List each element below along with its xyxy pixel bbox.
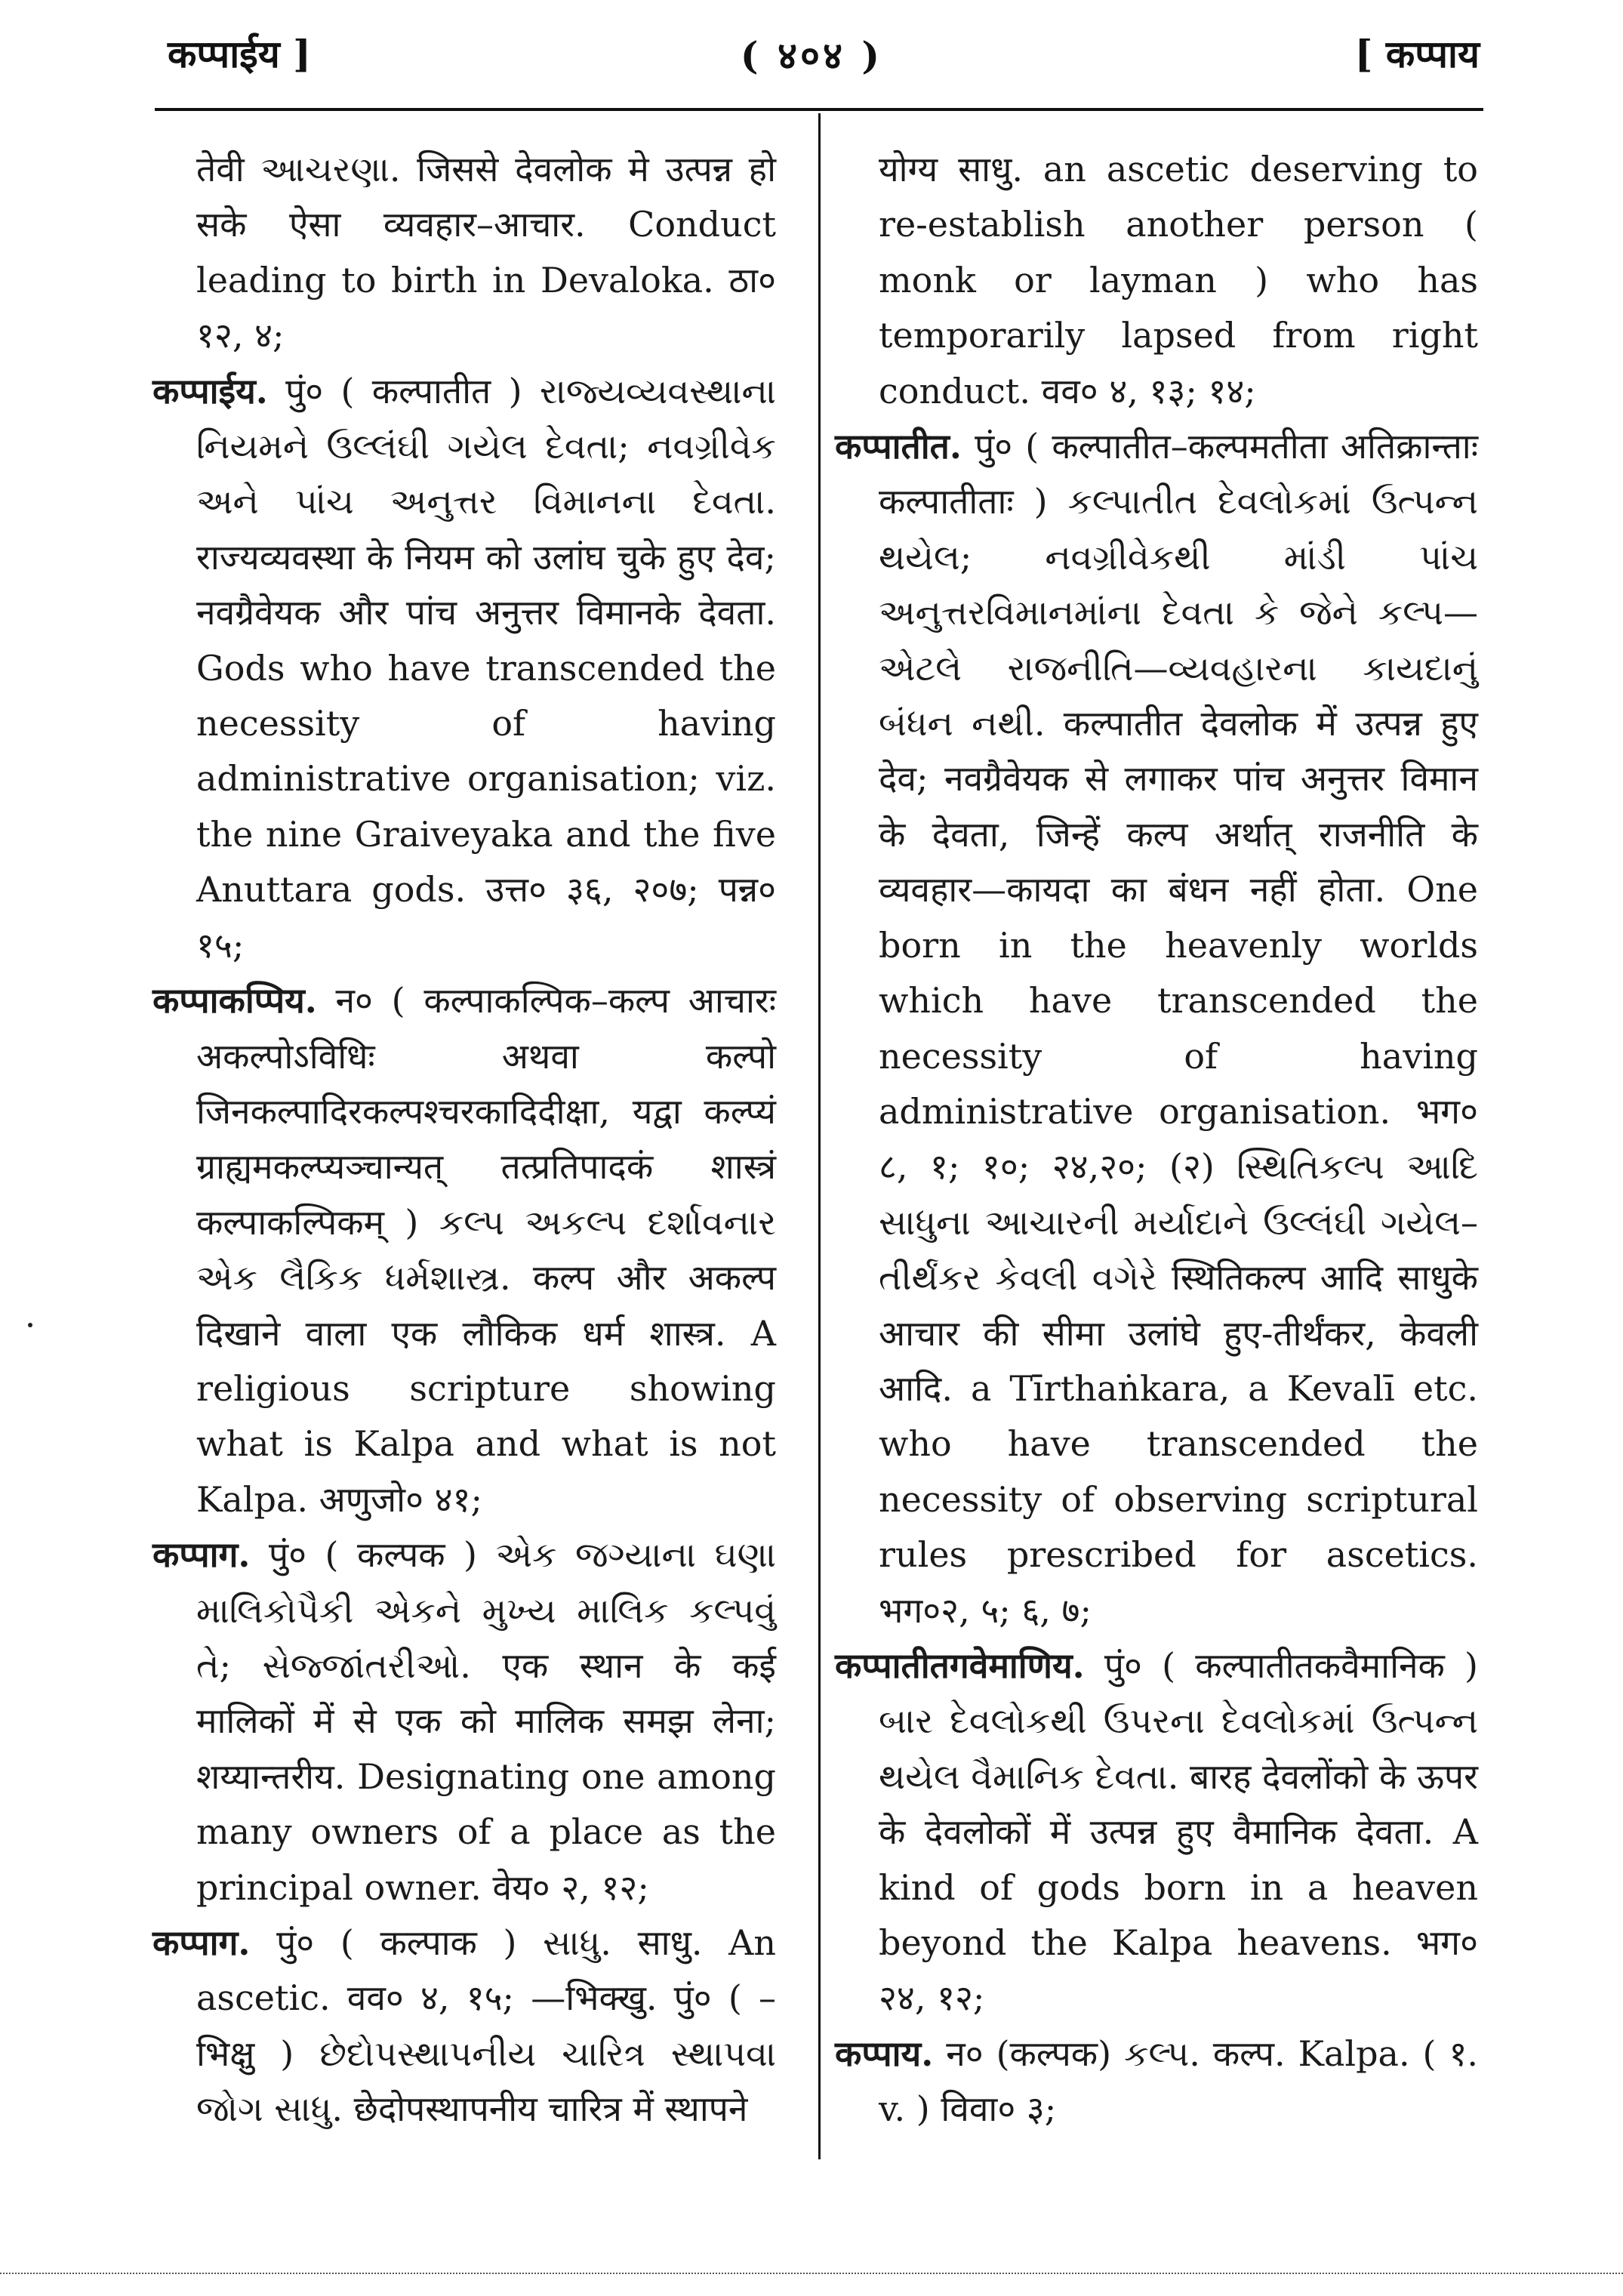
dictionary-entry: [152, 1527, 776, 1915]
entry-headword: कप्पातीतगवेमाणिय.: [835, 1644, 1085, 1686]
entry-headword: कप्पाय.: [835, 2032, 934, 2074]
entry-continuation: [196, 142, 776, 364]
entry-text: पुं० ( कल्पातीत ) રાજ્યવ્યવસ્થાના નિયમને ઉલ્લંઘી ગયેલ દેવતા; નવગ્રીવેક અને પાંચ અનુત્તર વિમાનના દેવતા. राज्यव्यवस्था के नियम को उलांघ चुके हुए देव; नवग्रैवेयक और पांच अनुत्तर विमानके देवता. Gods who have transcended the necessity of having administrative organisation; viz. the nine Graiveyaka and the five Anuttara gods. उत्त० ३६, २०७; पन्न० १५;: [196, 370, 776, 966]
entry-text: योग्य साधु. an ascetic deserving to re-establish another person ( monk or layman ) who has temporarily lapsed from right conduct. वव० ४, १३; १४;: [879, 149, 1478, 411]
entry-text: पुं० ( कल्पाक ) સાધુ. साधु. An ascetic. वव० ४, १५; —भिक्खु. पुं० ( –भिक्षु ) છેદોપસ્થાપનીય ચારિત્ર સ્થાપવા જોગ સાધુ. छेदोपस्थापनीय चारित्र में स्थापने: [196, 1922, 777, 2130]
left-column: [152, 142, 776, 2137]
header-right-guideword: [ कप्पाय: [1354, 32, 1480, 76]
footer-dotted-rule: [0, 2273, 1623, 2274]
right-column: [835, 142, 1478, 2137]
entry-text: पुं० ( कल्पक ) એક જગ્યાના ઘણા માલિકોપૈકી એકને મુખ્ય માલિક કલ્પવું તે; સેજ્જાંતરીઓ. एक स्थान के कई मालिकों में से एक को मालिक समझ लेना; शय्यान्तरीय. Designating one among many owners of a place as the principal owner. वेय० २, १२;: [196, 1534, 777, 1908]
dictionary-entry: [152, 364, 776, 973]
dictionary-entry: [152, 973, 776, 1527]
entry-headword: कप्पातीत.: [835, 426, 962, 467]
entry-text: पुं० ( कल्पातीतकवैमानिक ) બાર દેવલોકથી ઉપરના દેવલોકમાં ઉત્પન્ન થયેલ વૈમાનિક દેવતા. बारह देवलोंको के ऊपर के देवलोकों में उत्पन्न हुए वैमानिक देवता. A kind of gods born in a heaven beyond the Kalpa heavens. भग० २४, १२;: [879, 1644, 1478, 2019]
entry-headword: कप्पाग.: [152, 1534, 251, 1576]
entry-text: न० ( कल्पाकल्पिक–कल्प आचारः अकल्पोऽविधिः अथवा कल्पो जिनकल्पादिरकल्पश्चरकादिदीक्षा, यद्वा कल्प्यं ग्राह्यमकल्प्यञ्चान्यत् तत्प्रतिपादकं शास्त्रं कल्पाकल्पिकम् ) કલ્પ અકલ્પ દર્શાવનાર એક લૈકિક ધર્મશાસ્ત્ર. कल्प और अकल्प दिखाने वाला एक लौकिक धर्म शास्त्र. A religious scripture showing what is Kalpa and what is not Kalpa. अणुजो० ४१;: [196, 980, 777, 1520]
dictionary-entry: [835, 419, 1478, 1638]
dictionary-entry: [152, 1915, 776, 2137]
page-number: ( ४०४ ): [740, 33, 883, 78]
dictionary-entry: [835, 1638, 1478, 2026]
entry-text: तेवी આચરણા. जिससे देवलोक मे उत्पन्न हो सके ऐसा व्यवहार–आचार. Conduct leading to birth in Devaloka. ठा० १२, ४;: [196, 149, 776, 356]
header-left-guideword: कप्पाईय ]: [168, 32, 311, 76]
header-rule: [155, 108, 1483, 111]
entry-headword: कप्पाग.: [152, 1922, 251, 1963]
print-speck: [28, 1323, 32, 1327]
entry-continuation: [879, 142, 1478, 419]
entry-text: पुं० ( कल्पातीत–कल्पमतीता अतिक्रान्ताः कल्पातीताः ) કલ્પાતીત દેવલોકમાં ઉત્પન્ન થયેલ; નવગ્રીવેકથી માંડી પાંચ અનુત્તરવિમાનમાંના દેવતા કે જેને કલ્પ—એટલે રાજનીતિ—વ્યવહારના કાયદાનું બંધન નથી. कल्पातीत देवलोक में उत्पन्न हुए देव; नवग्रैवेयक से लगाकर पांच अनुत्तर विमान के देवता, जिन्हें कल्प अर्थात् राजनीति के व्यवहार—कायदा का बंधन नहीं होता. One born in the heavenly worlds which have transcended the necessity of having administrative organisation. भग० ८, १; १०; २४,२०; (२) સ્થિતિકલ્પ આદિ સાધુના આચારની મર્યાદાને ઉલ્લંઘી ગયેલ–તીર્થંકર કેવલી વગેરે स्थितिकल्प आदि साधुके आचार की सीमा उलांघे हुए-तीर्थंकर, केवली आदि. a Tīrthaṅkara, a Kevalī etc. who have transcended the necessity of observing scriptural rules prescribed for ascetics. भग०२, ५; ६, ७;: [879, 426, 1478, 1631]
column-divider: [818, 113, 821, 2159]
dictionary-entry: [835, 2026, 1478, 2137]
entry-headword: कप्पाईय.: [152, 370, 268, 411]
entry-text: न० (कल्पक) કલ્પ. कल्प. Kalpa. ( १. v. ) विवा० ३;: [879, 2032, 1478, 2130]
entry-headword: कप्पाकप्पिय.: [152, 980, 317, 1022]
